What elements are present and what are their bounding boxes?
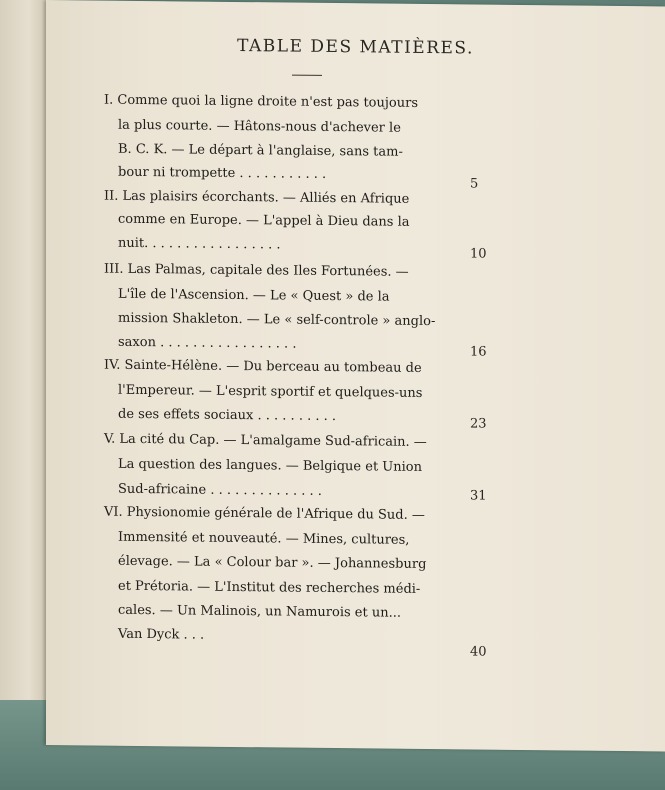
toc-entry-line: L'île de l'Ascension. — Le « Quest » de la xyxy=(118,286,390,305)
toc-entry-line: II. Las plaisirs écorchants. — Alliés en Afrique xyxy=(104,188,410,207)
toc-entry-line: VI. Physionomie générale de l'Afrique du Sud. — xyxy=(104,504,425,523)
title-rule xyxy=(292,75,322,76)
toc-entry-line: Sud-africaine . . . . . . . . . . . . . . xyxy=(118,481,322,499)
toc-entry-line: Van Dyck . . . xyxy=(118,626,205,643)
toc-entry-line: et Prétoria. — L'Institut des recherches médi- xyxy=(118,578,421,597)
toc-page-number: 40 xyxy=(470,644,487,660)
toc-entry-line: la plus courte. — Hâtons-nous d'achever le xyxy=(118,117,401,136)
toc-page-number: 5 xyxy=(470,176,479,192)
toc-entry-line: élevage. — La « Colour bar ». — Johannesburg xyxy=(118,553,427,572)
toc-page-number: 10 xyxy=(470,246,487,262)
toc-entry-line: l'Empereur. — L'esprit sportif et quelques-uns xyxy=(118,382,423,401)
toc-page-number: 31 xyxy=(470,488,487,504)
toc-entry-line: V. La cité du Cap. — L'amalgame Sud-africain. — xyxy=(104,431,427,450)
toc-page-number: 16 xyxy=(470,344,487,360)
book-page xyxy=(46,0,665,751)
toc-entry-line: saxon . . . . . . . . . . . . . . . . . xyxy=(118,334,297,352)
toc-entry-line: I. Comme quoi la ligne droite n'est pas toujours xyxy=(104,92,418,111)
toc-entry-line: La question des langues. — Belgique et Union xyxy=(118,456,422,475)
toc-entry-line: Immensité et nouveauté. — Mines, cultures, xyxy=(118,529,410,548)
toc-entry-line: nuit. . . . . . . . . . . . . . . . . xyxy=(118,235,281,253)
toc-entry-line: IV. Sainte-Hélène. — Du berceau au tombeau de xyxy=(104,357,422,376)
toc-entry-line: de ses effets sociaux . . . . . . . . . . xyxy=(118,406,337,425)
toc-entry-line: comme en Europe. — L'appel à Dieu dans la xyxy=(118,211,410,230)
page-title: TABLE DES MATIÈRES. xyxy=(237,36,474,59)
book-cover-edge xyxy=(0,0,48,790)
toc-page-number: 23 xyxy=(470,416,487,432)
toc-entry-line: B. C. K. — Le départ à l'anglaise, sans tam- xyxy=(118,141,403,160)
toc-entry-line: III. Las Palmas, capitale des Iles Fortunées. — xyxy=(104,261,409,280)
toc-entry-line: cales. — Un Malinois, un Namurois et un... xyxy=(118,602,401,621)
toc-entry-line: bour ni trompette . . . . . . . . . . . xyxy=(118,164,327,182)
toc-entry-line: mission Shakleton. — Le « self-controle » anglo- xyxy=(118,310,436,330)
